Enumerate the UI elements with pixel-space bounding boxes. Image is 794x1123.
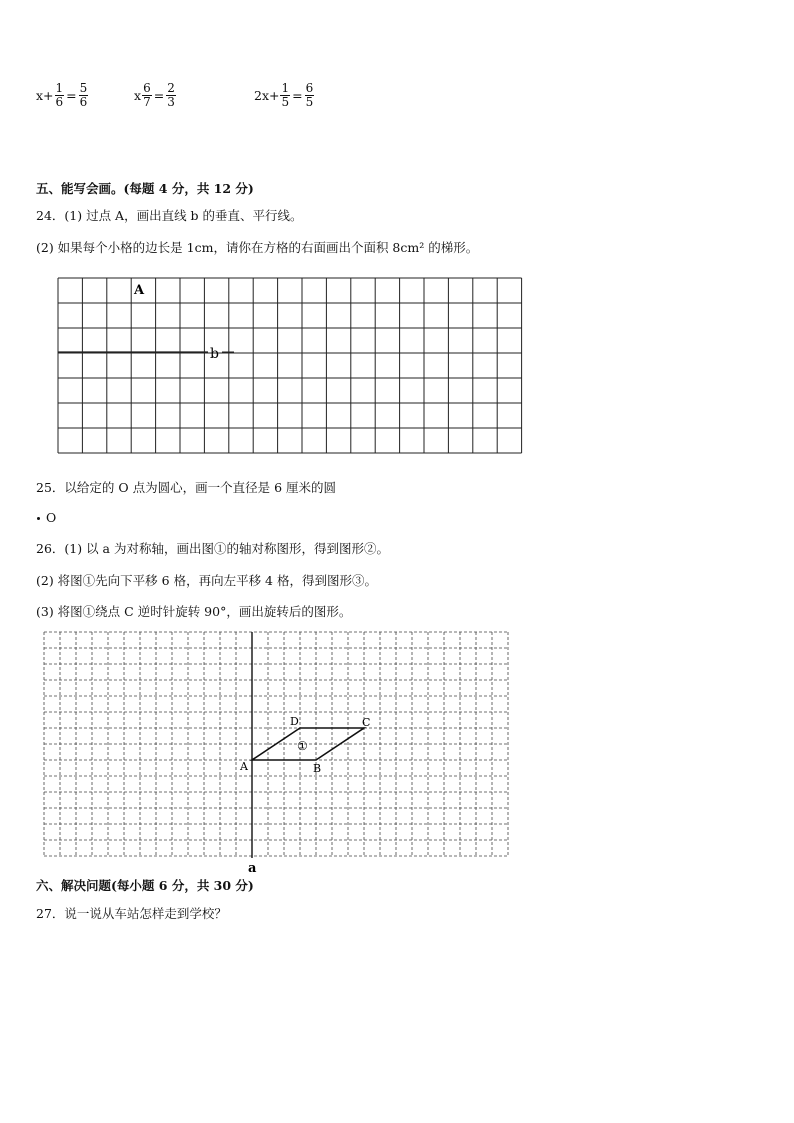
question-27: 27．说一说从车站怎样走到学校？ [36,906,227,921]
section-5-heading: 五、能写会画。(每题 4 分，共 12 分) [36,181,254,196]
fraction: $\frac{2}{3}$ [167,81,175,109]
question-24-part-2: (2) 如果每个小格的边长是 1cm，请你在方格的右面画出个面积 8cm² 的梯形。 [36,240,479,255]
fraction: $\frac{1}{6}$ [55,81,64,109]
equation-prefix: 2x+ [254,88,280,103]
equation-prefix: x+ [36,88,54,103]
grid-q24 [50,270,530,460]
vertex-a-label: A [240,760,248,773]
question-26-part-1: 26．(1) 以 a 为对称轴，画出图①的轴对称图形，得到图形②。 [36,541,389,556]
vertex-d-label: D [290,715,299,728]
point-o-dot [37,517,40,520]
fraction: $\frac{5}{6}$ [79,81,88,109]
question-24-part-1: 24．(1) 过点 A，画出直线 b 的垂直、平行线。 [36,208,303,223]
vertex-c-label: C [362,716,371,729]
question-26-part-3: (3) 将图①绕点 C 逆时针旋转 90°，画出旋转后的图形。 [36,604,352,619]
equals-sign: = [292,88,303,103]
question-25: 25．以给定的 O 点为圆心，画一个直径是 6 厘米的圆 [36,480,337,495]
section-6-heading: 六、解决问题(每小题 6 分，共 30 分) [36,878,254,893]
line-b-label: b [210,346,219,362]
equation-2 [134,82,177,109]
grid-q26 [40,630,512,876]
fraction: $\frac{1}{5}$ [281,81,290,109]
axis-a-label: a [248,861,257,876]
point-o-label: O [46,510,57,525]
parallelogram-1 [252,728,364,760]
equals-sign: = [66,88,77,103]
question-26-part-2: (2) 将图①先向下平移 6 格，再向左平移 4 格，得到图形③。 [36,573,377,588]
equation-3 [254,82,315,109]
equals-sign: = [153,88,165,103]
equation-prefix: x [134,88,142,103]
fraction: $\frac{6}{7}$ [143,81,151,109]
vertex-b-label: B [313,762,322,775]
equation-1 [36,82,89,109]
fraction: $\frac{6}{5}$ [305,81,314,109]
point-a-label: A [134,283,145,298]
shape-1-label: ① [297,739,308,753]
